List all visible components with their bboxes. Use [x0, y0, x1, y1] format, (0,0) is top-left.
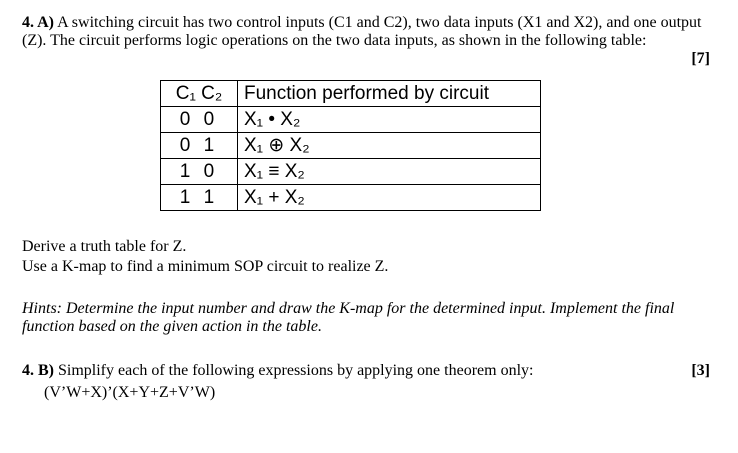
row-control-value: 1 1: [161, 185, 238, 211]
header-control-inputs: C₁ C₂: [161, 81, 238, 107]
table-row: [161, 133, 541, 159]
row-function: X₁ + X₂: [238, 185, 541, 211]
row-control-value: 0 1: [161, 133, 238, 159]
function-table-header: [161, 81, 541, 107]
row-control-value: 1 0: [161, 159, 238, 185]
header-function: Function performed by circuit: [238, 81, 541, 107]
table-row: [161, 107, 541, 133]
question-4a-text: A switching circuit has two control inputs (C1 and C2), two data inputs (X1 and X2), and one output (Z). The circuit performs logic operations on the two data inputs, as shown in the following table:: [22, 14, 702, 49]
instruction-kmap: Use a K-map to find a minimum SOP circuit to realize Z.: [22, 258, 389, 275]
question-4a-label: 4. A): [22, 14, 54, 31]
question-4a-marks: [7]: [691, 50, 710, 67]
question-4b-marks: [3]: [691, 362, 710, 379]
instruction-truth-table: Derive a truth table for Z.: [22, 238, 187, 255]
question-4b-label: 4. B): [22, 362, 54, 379]
row-function: X₁ • X₂: [238, 107, 541, 133]
row-control-value: 0 0: [161, 107, 238, 133]
table-row: [161, 159, 541, 185]
hints-text: Hints: Determine the input number and draw the K-map for the determined input. Implement the final function based on the given action in the table.: [22, 300, 675, 335]
question-4b-text: Simplify each of the following expressions by applying one theorem only:: [58, 362, 534, 379]
table-row: [161, 185, 541, 211]
row-function: X₁ ⊕ X₂: [238, 133, 541, 159]
question-4b: [22, 362, 533, 380]
boolean-expression: (V’W+X)’(X+Y+Z+V’W): [44, 384, 216, 401]
function-table: [160, 80, 541, 211]
row-function: X₁ ≡ X₂: [238, 159, 541, 185]
question-4a: [22, 14, 712, 50]
